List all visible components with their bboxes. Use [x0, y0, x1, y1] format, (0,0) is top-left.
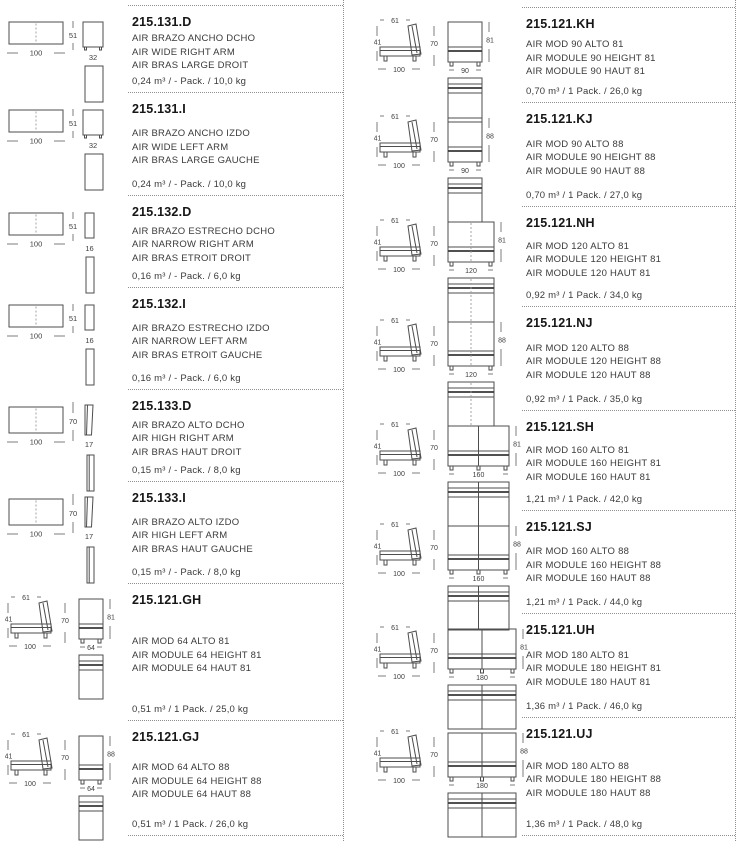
- technical-drawing: [0, 482, 128, 584]
- dimension-label: 16: [85, 336, 94, 345]
- plan-view: [7, 494, 94, 583]
- product-cell: [522, 103, 735, 207]
- side-front-top-views: [5, 732, 115, 840]
- description-line: AIR WIDE LEFT ARM: [132, 141, 229, 153]
- product-row: [369, 614, 735, 718]
- module-drawing-svg: [374, 725, 534, 841]
- product-description: [132, 32, 337, 72]
- dimension-label: 100: [29, 437, 43, 447]
- description-line: AIR MODULE 180 HAUT 81: [526, 676, 651, 688]
- dimension-label: 88: [486, 133, 494, 141]
- product-row: [369, 103, 735, 207]
- side-front-top-views: [374, 625, 528, 729]
- dimension-label: 81: [520, 644, 528, 652]
- dimension-label: 61: [391, 317, 399, 325]
- technical-drawing: [0, 584, 128, 721]
- dimension-label: 61: [22, 731, 30, 739]
- arm-drawing-svg: [5, 203, 125, 299]
- dimension-label: 70: [430, 241, 438, 248]
- description-line: AIR MOD 90 ALTO 88: [526, 138, 624, 150]
- product-code: 215.132.D: [132, 205, 192, 219]
- plan-view: [7, 212, 94, 293]
- technical-drawing: [0, 196, 128, 288]
- description-line: AIR NARROW RIGHT ARM: [132, 239, 254, 251]
- dimension-label: 61: [391, 624, 399, 632]
- product-cell: [128, 390, 343, 482]
- product-code: 215.121.KJ: [526, 112, 593, 126]
- description-line: AIR MODULE 120 HEIGHT 81: [526, 254, 662, 266]
- dimension-label: 70: [61, 618, 69, 625]
- dimension-label: 64: [87, 785, 95, 793]
- description-line: AIR MOD 64 ALTO 81: [132, 636, 230, 648]
- dimension-label: 100: [393, 266, 405, 274]
- product-code: 215.121.GH: [132, 593, 202, 607]
- product-description: [132, 127, 337, 167]
- dimension-label: 41: [374, 750, 382, 758]
- product-code: 215.133.I: [132, 491, 186, 505]
- dimension-label: 88: [513, 541, 521, 549]
- product-cell: [128, 721, 343, 836]
- dimension-label: 88: [107, 751, 115, 759]
- product-row: [0, 5, 343, 93]
- pack-info: 1,36 m³ / 1 Pack. / 46,0 kg: [526, 700, 643, 712]
- product-row: [0, 721, 343, 836]
- pack-info: 0,16 m³ / - Pack. / 6,0 kg: [132, 372, 241, 384]
- description-line: AIR BRAS HAUT DROIT: [132, 446, 242, 458]
- product-row: [0, 584, 343, 721]
- description-line: AIR BRAZO ESTRECHO IZDO: [132, 322, 270, 334]
- dimension-label: 41: [374, 39, 382, 47]
- dimension-label: 32: [88, 141, 98, 150]
- description-line: AIR MODULE 90 HEIGHT 81: [526, 52, 656, 64]
- pack-info: 0,15 m³ / - Pack. / 8,0 kg: [132, 464, 241, 476]
- product-row: [369, 511, 735, 614]
- description-line: AIR MODULE 160 HAUT 81: [526, 471, 651, 483]
- product-code: 215.132.I: [132, 297, 186, 311]
- dimension-label: 100: [393, 366, 405, 374]
- dimension-label: 51: [68, 31, 78, 40]
- dimension-label: 81: [498, 237, 506, 245]
- dimension-label: 61: [391, 17, 399, 25]
- dimension-label: 41: [374, 646, 382, 654]
- description-line: AIR MOD 120 ALTO 81: [526, 240, 630, 252]
- description-line: AIR BRAS LARGE DROIT: [132, 60, 249, 72]
- arm-drawing-svg: [5, 489, 125, 585]
- description-line: AIR MODULE 160 HAUT 88: [526, 573, 651, 585]
- technical-drawing: [369, 511, 522, 614]
- dimension-label: 160: [472, 575, 485, 583]
- product-description: [132, 516, 337, 556]
- product-code: 215.121.NH: [526, 216, 595, 230]
- dimension-label: 100: [393, 162, 405, 170]
- product-row: [369, 411, 735, 511]
- dimension-label: 100: [393, 570, 405, 578]
- dimension-label: 70: [430, 137, 438, 144]
- product-description: [526, 545, 729, 585]
- product-cell: [522, 718, 735, 836]
- plan-view: [7, 21, 103, 102]
- description-line: AIR MODULE 160 HEIGHT 81: [526, 458, 662, 470]
- technical-drawing: [369, 307, 522, 411]
- product-row: [369, 7, 735, 103]
- plan-view: [7, 304, 94, 385]
- product-cell: [522, 511, 735, 614]
- product-description: [526, 342, 729, 382]
- product-code: 215.131.D: [132, 15, 192, 29]
- product-description: [526, 760, 729, 800]
- dimension-label: 16: [85, 244, 94, 253]
- product-row: [0, 196, 343, 288]
- dimension-label: 120: [465, 267, 477, 275]
- dimension-label: 51: [68, 314, 78, 323]
- dimension-label: 17: [84, 532, 94, 541]
- description-line: AIR MOD 90 ALTO 81: [526, 39, 624, 51]
- description-line: AIR MODULE 90 HAUT 88: [526, 165, 646, 177]
- technical-drawing: [0, 721, 128, 836]
- dimension-label: 61: [391, 728, 399, 736]
- product-row: [369, 718, 735, 836]
- product-row: [369, 307, 735, 411]
- product-row: [0, 482, 343, 584]
- product-code: 215.133.D: [132, 399, 192, 413]
- technical-drawing: [0, 93, 128, 196]
- pack-info: 0,24 m³ / - Pack. / 10,0 kg: [132, 178, 247, 190]
- dimension-label: 70: [430, 648, 438, 655]
- product-code: 215.121.KH: [526, 17, 595, 31]
- pack-info: 0,15 m³ / - Pack. / 8,0 kg: [132, 566, 241, 578]
- dimension-label: 100: [393, 470, 405, 478]
- product-code: 215.121.SJ: [526, 520, 592, 534]
- dimension-label: 32: [88, 53, 98, 62]
- technical-drawing: [369, 103, 522, 207]
- dimension-label: 41: [374, 543, 382, 551]
- technical-drawing: [369, 7, 522, 103]
- pack-info: 1,21 m³ / 1 Pack. / 44,0 kg: [526, 596, 643, 608]
- description-line: AIR MOD 180 ALTO 88: [526, 760, 630, 772]
- product-description: [526, 649, 729, 689]
- product-cell: [522, 411, 735, 511]
- plan-view: [7, 402, 94, 491]
- dimension-label: 70: [430, 545, 438, 552]
- description-line: AIR MODULE 160 HEIGHT 88: [526, 559, 662, 571]
- description-line: AIR MOD 180 ALTO 81: [526, 649, 630, 661]
- description-line: AIR MODULE 120 HEIGHT 88: [526, 356, 662, 368]
- description-line: AIR NARROW LEFT ARM: [132, 336, 248, 348]
- dimension-label: 100: [24, 643, 36, 651]
- description-line: AIR MODULE 180 HEIGHT 81: [526, 663, 662, 675]
- dimension-label: 70: [430, 341, 438, 348]
- dimension-label: 180: [476, 674, 488, 682]
- technical-drawing: [369, 411, 522, 511]
- dimension-label: 51: [68, 222, 78, 231]
- product-code: 215.121.SH: [526, 420, 595, 434]
- pack-info: 0,70 m³ / 1 Pack. / 26,0 kg: [526, 85, 643, 97]
- column-left: [0, 0, 344, 841]
- dimension-label: 120: [465, 371, 477, 379]
- product-description: [526, 240, 729, 280]
- pack-info: 0,51 m³ / 1 Pack. / 25,0 kg: [132, 703, 249, 715]
- dimension-label: 88: [498, 337, 506, 345]
- product-description: [132, 419, 337, 459]
- description-line: AIR MODULE 64 HEIGHT 81: [132, 649, 262, 661]
- dimension-label: 100: [29, 331, 43, 341]
- pack-info: 1,36 m³ / 1 Pack. / 48,0 kg: [526, 818, 643, 830]
- product-row: [0, 93, 343, 196]
- module-drawing-svg: [374, 621, 534, 733]
- product-description: [526, 38, 729, 78]
- product-cell: [128, 196, 343, 288]
- description-line: AIR BRAS ETROIT GAUCHE: [132, 349, 263, 361]
- description-line: AIR WIDE RIGHT ARM: [132, 46, 236, 58]
- product-code: 215.121.NJ: [526, 316, 593, 330]
- description-line: AIR MODULE 180 HEIGHT 88: [526, 774, 662, 786]
- product-description: [132, 635, 337, 675]
- dimension-label: 70: [430, 41, 438, 48]
- dimension-label: 64: [87, 644, 95, 652]
- description-line: AIR MOD 64 ALTO 88: [132, 762, 230, 774]
- description-line: AIR MOD 120 ALTO 88: [526, 342, 630, 354]
- dimension-label: 100: [393, 673, 405, 681]
- side-front-top-views: [374, 114, 494, 222]
- description-line: AIR BRAS HAUT GAUCHE: [132, 543, 253, 555]
- product-code: 215.121.UJ: [526, 727, 593, 741]
- product-cell: [128, 93, 343, 196]
- pack-info: 0,51 m³ / 1 Pack. / 26,0 kg: [132, 818, 249, 830]
- dimension-label: 70: [68, 509, 78, 518]
- description-line: AIR MODULE 64 HEIGHT 88: [132, 775, 262, 787]
- product-row: [0, 390, 343, 482]
- dimension-label: 100: [393, 777, 405, 785]
- side-front-top-views: [5, 595, 115, 699]
- product-cell: [522, 614, 735, 718]
- description-line: AIR BRAZO ANCHO IZDO: [132, 128, 250, 140]
- arm-drawing-svg: [5, 100, 125, 196]
- module-drawing-svg: [5, 591, 121, 703]
- arm-drawing-svg: [5, 397, 125, 493]
- side-front-top-views: [374, 729, 528, 837]
- dimension-label: 61: [391, 421, 399, 429]
- description-line: AIR MODULE 180 HAUT 88: [526, 787, 651, 799]
- dimension-label: 100: [24, 780, 36, 788]
- pack-info: 0,70 m³ / 1 Pack. / 27,0 kg: [526, 189, 643, 201]
- dimension-label: 100: [393, 66, 405, 74]
- product-cell: [522, 207, 735, 307]
- product-row: [369, 207, 735, 307]
- product-description: [526, 138, 729, 178]
- dimension-label: 90: [461, 167, 469, 175]
- module-drawing-svg: [5, 728, 121, 841]
- description-line: AIR MOD 160 ALTO 81: [526, 444, 630, 456]
- dimension-label: 70: [430, 445, 438, 452]
- dimension-label: 88: [520, 748, 528, 756]
- pack-info: 1,21 m³ / 1 Pack. / 42,0 kg: [526, 493, 643, 505]
- product-description: [132, 225, 337, 265]
- pack-info: 0,16 m³ / - Pack. / 6,0 kg: [132, 270, 241, 282]
- description-line: AIR BRAZO ESTRECHO DCHO: [132, 225, 275, 237]
- technical-drawing: [369, 207, 522, 307]
- dimension-label: 70: [68, 417, 78, 426]
- technical-drawing: [369, 614, 528, 718]
- description-line: AIR MODULE 64 HAUT 88: [132, 789, 252, 801]
- description-line: AIR MOD 160 ALTO 88: [526, 546, 630, 558]
- dimension-label: 61: [391, 113, 399, 121]
- dimension-label: 90: [461, 67, 469, 75]
- description-line: AIR MODULE 90 HEIGHT 88: [526, 152, 656, 164]
- product-code: 215.121.GJ: [132, 730, 200, 744]
- dimension-label: 70: [61, 755, 69, 762]
- dimension-label: 100: [29, 239, 43, 249]
- description-line: AIR MODULE 64 HAUT 81: [132, 663, 252, 675]
- description-line: AIR BRAZO ALTO IZDO: [132, 516, 240, 528]
- pack-info: 0,92 m³ / 1 Pack. / 34,0 kg: [526, 289, 643, 301]
- dimension-label: 41: [5, 753, 13, 761]
- dimension-label: 61: [391, 521, 399, 529]
- product-cell: [128, 5, 343, 93]
- pack-info: 0,92 m³ / 1 Pack. / 35,0 kg: [526, 393, 643, 405]
- dimension-label: 81: [486, 37, 494, 45]
- product-cell: [522, 307, 735, 411]
- technical-drawing: [0, 5, 128, 93]
- product-description: [526, 444, 729, 484]
- dimension-label: 81: [513, 441, 521, 449]
- product-description: [132, 761, 337, 801]
- dimension-label: 81: [107, 614, 115, 622]
- product-code: 215.131.I: [132, 102, 186, 116]
- dimension-label: 41: [374, 135, 382, 143]
- dimension-label: 70: [430, 752, 438, 759]
- dimension-label: 41: [374, 239, 382, 247]
- dimension-label: 51: [68, 119, 78, 128]
- product-cell: [128, 482, 343, 584]
- plan-view: [7, 109, 103, 190]
- description-line: AIR BRAS LARGE GAUCHE: [132, 155, 260, 167]
- description-line: AIR BRAZO ANCHO DCHO: [132, 33, 256, 45]
- dimension-label: 180: [476, 782, 488, 790]
- dimension-label: 41: [374, 443, 382, 451]
- pack-info: 0,24 m³ / - Pack. / 10,0 kg: [132, 75, 247, 87]
- column-right: [369, 0, 736, 841]
- description-line: AIR MODULE 90 HAUT 81: [526, 66, 646, 78]
- dimension-label: 160: [472, 471, 485, 479]
- dimension-label: 61: [22, 594, 30, 602]
- product-row: [0, 288, 343, 390]
- dimension-label: 100: [29, 136, 43, 146]
- product-cell: [128, 288, 343, 390]
- technical-drawing: [0, 390, 128, 482]
- product-code: 215.121.UH: [526, 623, 595, 637]
- description-line: AIR MODULE 120 HAUT 81: [526, 267, 651, 279]
- dimension-label: 41: [374, 339, 382, 347]
- description-line: AIR MODULE 120 HAUT 88: [526, 369, 651, 381]
- technical-drawing: [0, 288, 128, 390]
- arm-drawing-svg: [5, 295, 125, 391]
- product-cell: [522, 7, 735, 103]
- description-line: AIR BRAZO ALTO DCHO: [132, 419, 245, 431]
- description-line: AIR HIGH RIGHT ARM: [132, 433, 234, 445]
- technical-drawing: [369, 718, 528, 836]
- dimension-label: 61: [391, 217, 399, 225]
- side-front-top-views: [374, 318, 506, 426]
- dimension-label: 100: [29, 529, 43, 539]
- description-line: AIR BRAS ETROIT DROIT: [132, 252, 252, 264]
- product-description: [132, 322, 337, 362]
- dimension-label: 17: [84, 440, 94, 449]
- product-cell: [128, 584, 343, 721]
- dimension-label: 41: [5, 616, 13, 624]
- description-line: AIR HIGH LEFT ARM: [132, 530, 228, 542]
- dimension-label: 100: [29, 48, 43, 58]
